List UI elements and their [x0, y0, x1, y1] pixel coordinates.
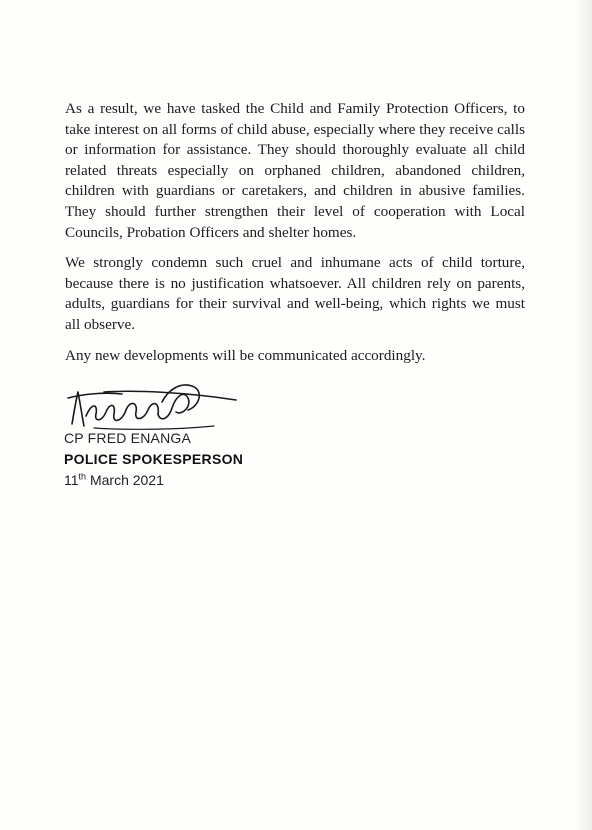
- date-month-year: March 2021: [86, 472, 164, 488]
- date-suffix: th: [78, 471, 87, 482]
- date-day: 11: [64, 472, 79, 488]
- document-date: [64, 470, 243, 491]
- paragraph-closing: Any new developments will be communicated accordingly.: [65, 346, 426, 364]
- handwritten-signature: [64, 372, 239, 434]
- page-edge-shading: [574, 0, 592, 830]
- paragraph-child-protection: As a result, we have tasked the Child and Family Protection Officers, to take interest on all forms of child abuse, especially where they receive calls or information for assistance. They should thoroughly evaluate all child related threats especially on orphaned children, abandoned children, children with guardians or caretakers, and children in abusive families. They should further strengthen their level of cooperation with Local Councils, Probation Officers and shelter homes.: [65, 100, 525, 241]
- signatory-title: POLICE SPOKESPERSON: [64, 451, 244, 467]
- paragraph-condemnation: We strongly condemn such cruel and inhumane acts of child torture, because there is no justification whatsoever. All children rely on parents, adults, guardians for their survival and well-being, which rights we must all observe.: [65, 254, 525, 333]
- signatory-name: CP FRED ENANGA: [64, 430, 192, 446]
- letter-body: [65, 99, 525, 376]
- signature-block: [64, 428, 243, 491]
